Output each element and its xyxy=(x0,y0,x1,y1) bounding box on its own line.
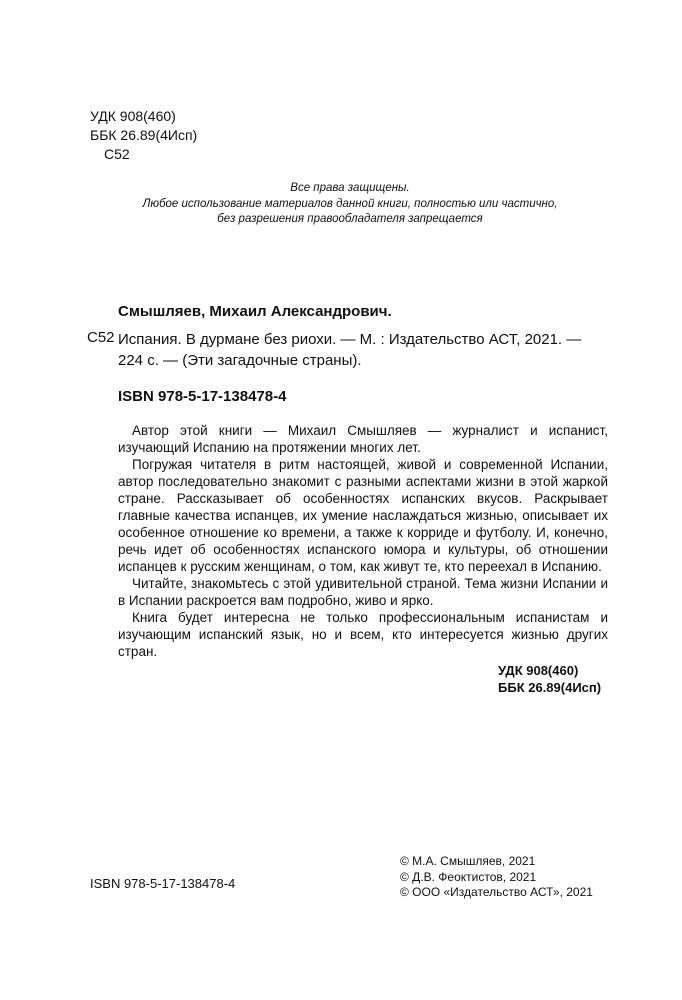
copyright-line: © ООО «Издательство АСТ», 2021 xyxy=(400,885,593,899)
copyright-line: © М.А. Смышляев, 2021 xyxy=(400,854,536,868)
copyright-line: © Д.В. Феоктистов, 2021 xyxy=(400,869,537,884)
annotation xyxy=(118,422,608,660)
classification-block xyxy=(498,662,601,696)
bbk-code-bottom: ББК 26.89(4Исп) xyxy=(498,680,602,695)
rights-line: без разрешения правообладателя запрещается xyxy=(217,213,483,225)
isbn-bottom: ISBN 978-5-17-138478-4 xyxy=(90,876,236,891)
copyright-block xyxy=(400,854,593,901)
udk-code-bottom: УДК 908(460) xyxy=(498,663,579,678)
rights-line: Все права защищены. xyxy=(290,182,410,194)
annotation-paragraph: Читайте, знакомьтесь с этой удивительной страной. Тема жизни Испании и в Испании раскроется вам подробно, живо и ярко. xyxy=(118,576,608,608)
annotation-paragraph: Погружая читателя в ритм настоящей, живой и современной Испании, автор последовательно знакомит с разными аспектами жизни в этой жаркой стране. Рассказывает об особенностях испанских вкусов. Раскрывает главные качества испанцев, их умение наслаждаться жизнью, описывает их особенное отношение ко времени, а также к корриде и футболу. И, конечно, речь идет об особенностях испанского юмора и культуры, об отношении испанцев к русским женщинам, о том, как живут те, кто переехал в Испанию. xyxy=(118,457,608,574)
bibliographic-description: Испания. В дурмане без риохи. — М. : Издательство АСТ, 2021. — 224 с. — (Эти загадочные страны). xyxy=(118,331,582,369)
udk-code: УДК 908(460) xyxy=(90,108,176,124)
rights-line: Любое использование материалов данной книги, полностью или частично, xyxy=(142,197,558,210)
bibliographic-code: С52 xyxy=(87,329,115,346)
bbk-code: ББК 26.89(4Исп) xyxy=(90,127,198,143)
rights-notice xyxy=(120,181,580,228)
author-heading: Смышляев, Михаил Александрович. xyxy=(118,303,392,320)
isbn-main: ISBN 978-5-17-138478-4 xyxy=(118,388,287,405)
annotation-paragraph: Автор этой книги — Михаил Смышляев — журналист и испанист, изучающий Испанию на протяжении многих лет. xyxy=(118,423,608,455)
annotation-paragraph: Книга будет интересна не только профессиональным испанистам и изучающим испанский язык, но и всем, кто интересуется жизнью других стран. xyxy=(118,610,608,659)
author-mark-code: С52 xyxy=(104,146,130,162)
